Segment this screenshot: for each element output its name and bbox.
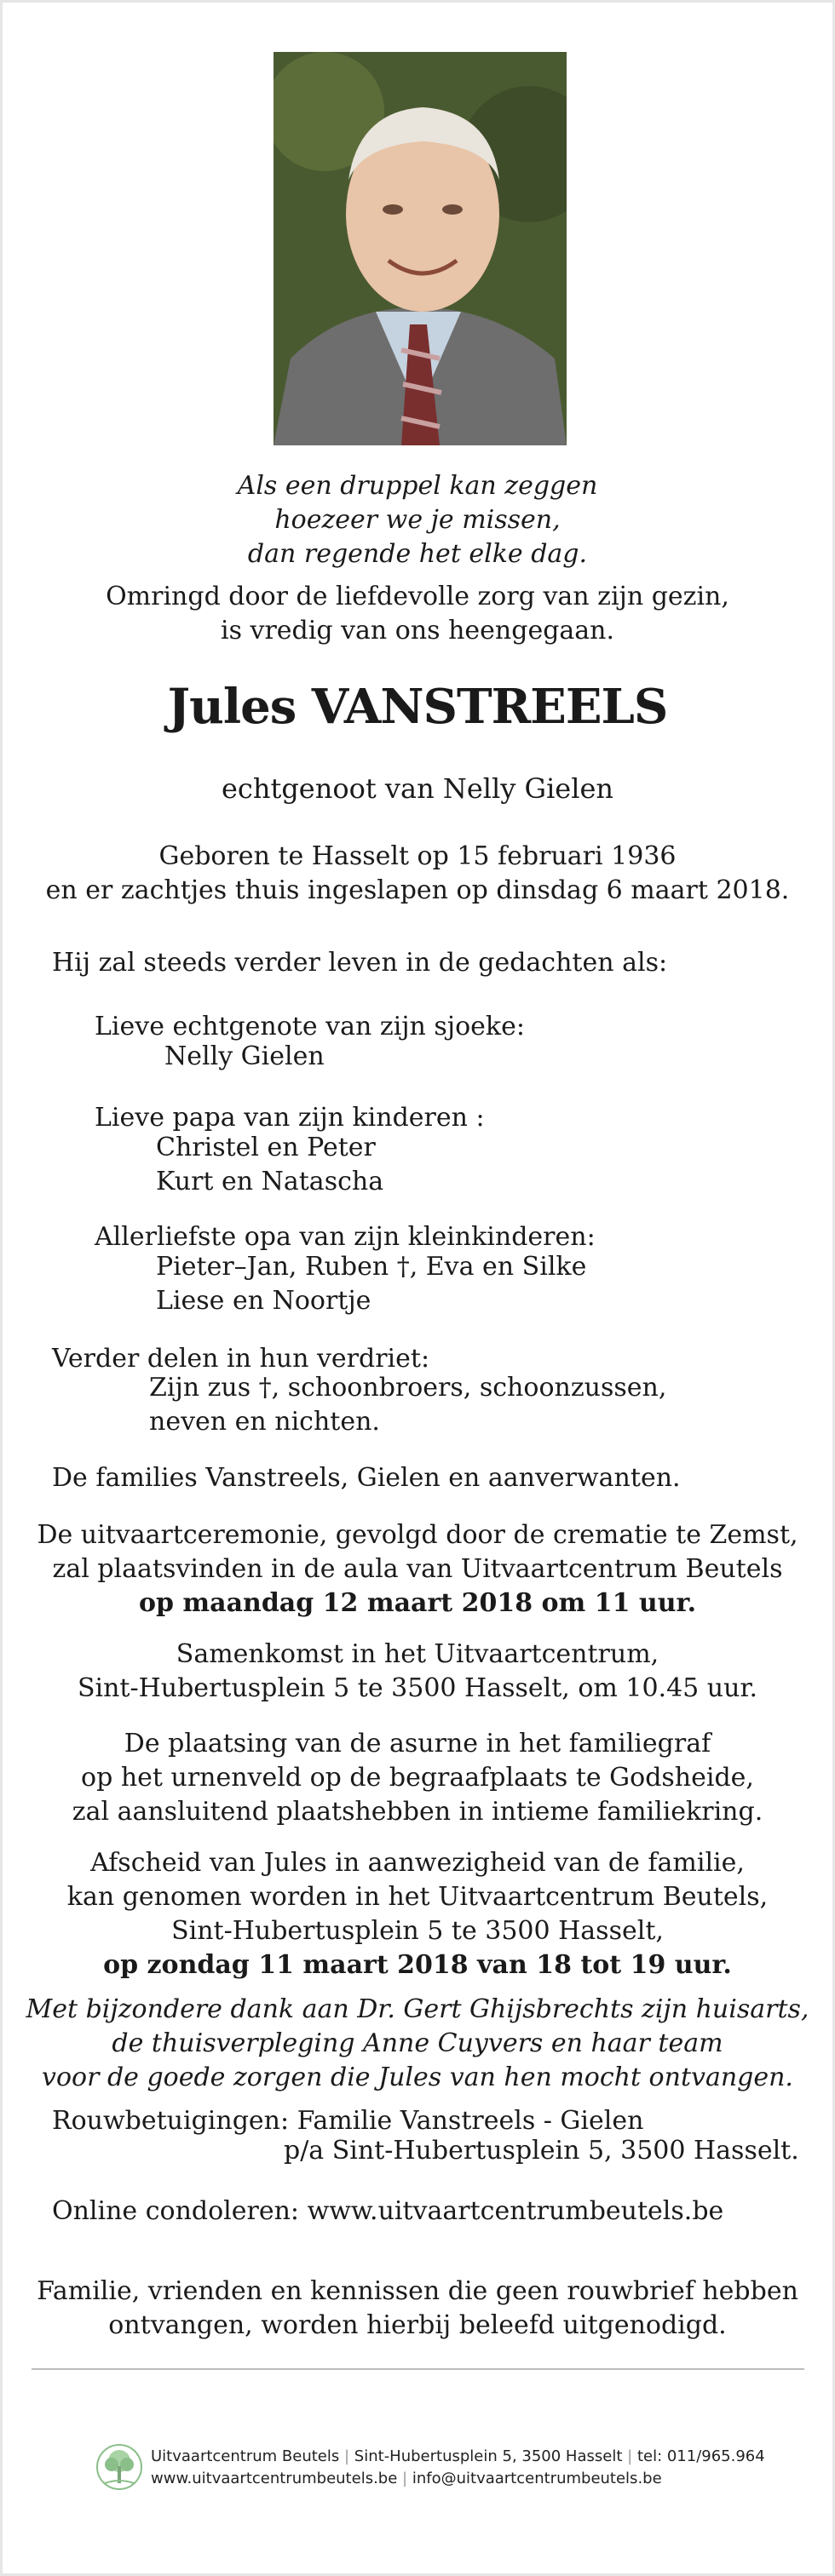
children-label: Lieve papa van zijn kinderen : <box>95 1103 485 1133</box>
farewell-line: Sint-Hubertusplein 5 te 3500 Hasselt, <box>171 1916 664 1946</box>
farewell-line: kan genomen worden in het Uitvaartcentrum Beutels, <box>66 1882 769 1912</box>
gathering <box>3 1638 832 1706</box>
list-item: Kurt en Natascha <box>156 1167 384 1196</box>
separator: | <box>343 2447 350 2465</box>
grandchildren-list <box>156 1250 586 1318</box>
list-item: Zijn zus †, schoonbroers, schoonzussen, <box>149 1373 667 1403</box>
farewell <box>3 1846 832 1982</box>
condolence-address-line2: p/a Sint-Hubertusplein 5, 3500 Hasselt. <box>284 2136 799 2166</box>
children-list <box>156 1131 383 1199</box>
company-phone: tel: 011/965.964 <box>636 2447 765 2465</box>
poem <box>3 469 832 571</box>
tree-logo-icon <box>95 2442 144 2492</box>
ceremony-line: zal plaatsvinden in de aula van Uitvaartcentrum Beutels <box>52 1554 783 1584</box>
intro <box>3 580 832 648</box>
thanks <box>3 1993 832 2095</box>
thanks-line: Met bijzondere dank aan Dr. Gert Ghijsbrechts zijn huisarts, <box>26 1994 809 2024</box>
website-link[interactable]: www.uitvaartcentrumbeutels.be <box>151 2470 398 2487</box>
poem-line: hoezeer we je missen, <box>274 505 561 535</box>
ceremony-date: op maandag 12 maart 2018 om 11 uur. <box>138 1588 697 1618</box>
birth-death <box>3 840 832 908</box>
email-link[interactable]: info@uitvaartcentrumbeutels.be <box>412 2470 662 2487</box>
grandchildren-label: Allerliefste opa van zijn kleinkinderen: <box>95 1222 596 1252</box>
list-item: neven en nichten. <box>149 1407 380 1437</box>
condolence-address-line1: Rouwbetuigingen: Familie Vanstreels - Gielen <box>52 2106 644 2136</box>
separator: | <box>402 2470 408 2487</box>
invitation <box>3 2275 832 2343</box>
thanks-line: de thuisverpleging Anne Cuyvers en haar team <box>112 2028 723 2058</box>
spouse-line: echtgenoot van Nelly Gielen <box>221 772 614 805</box>
poem-line: Als een druppel kan zeggen <box>237 471 598 501</box>
wife-label: Lieve echtgenote van zijn sjoeke: <box>95 1012 525 1041</box>
poem-line: dan regende het elke dag. <box>247 539 588 569</box>
farewell-line: Afscheid van Jules in aanwezigheid van de familie, <box>90 1848 745 1878</box>
families-line: De families Vanstreels, Gielen en aanverwanten. <box>52 1463 681 1493</box>
list-item: Christel en Peter <box>156 1133 376 1162</box>
birth-line: Geboren te Hasselt op 15 februari 1936 <box>158 841 677 871</box>
portrait-photo <box>274 52 567 445</box>
deceased-name: Jules VANSTREELS <box>167 679 668 735</box>
sorrow-list <box>149 1371 666 1439</box>
company-name: Uitvaartcentrum Beutels <box>151 2447 340 2465</box>
urn-line: op het urnenveld op de begraafplaats te Godsheide, <box>81 1763 754 1793</box>
intro-line: Omringd door de liefdevolle zorg van zijn gezin, <box>106 582 729 611</box>
list-item: Pieter–Jan, Ruben †, Eva en Silke <box>156 1252 587 1282</box>
memory-intro: Hij zal steeds verder leven in de gedachten als: <box>52 948 668 978</box>
invite-line: ontvangen, worden hierbij beleefd uitgenodigd. <box>108 2310 727 2340</box>
footer-text <box>151 2446 765 2490</box>
ceremony-line: De uitvaartceremonie, gevolgd door de crematie te Zemst, <box>37 1520 798 1550</box>
company-address: Sint-Hubertusplein 5, 3500 Hasselt <box>354 2447 623 2465</box>
thanks-line: voor de goede zorgen die Jules van hen mocht ontvangen. <box>42 2063 793 2092</box>
footer <box>95 2441 768 2500</box>
gathering-line: Sint-Hubertusplein 5 te 3500 Hasselt, om 10.45 uur. <box>77 1673 758 1703</box>
urn-line: De plaatsing van de asurne in het familiegraf <box>124 1729 711 1758</box>
intro-line: is vredig van ons heengegaan. <box>220 616 615 645</box>
urn-placement <box>3 1727 832 1829</box>
death-line: en er zachtjes thuis ingeslapen op dinsdag 6 maart 2018. <box>45 875 790 905</box>
ceremony <box>3 1518 832 1621</box>
list-item: Liese en Noortje <box>156 1286 371 1316</box>
urn-line: zal aansluitend plaatshebben in intieme familiekring. <box>72 1797 763 1827</box>
gathering-line: Samenkomst in het Uitvaartcentrum, <box>176 1639 659 1669</box>
divider <box>32 2368 804 2370</box>
online-condolence: Online condoleren: www.uitvaartcentrumbeutels.be <box>52 2196 724 2226</box>
separator: | <box>627 2447 633 2465</box>
wife-name: Nelly Gielen <box>164 1041 325 1071</box>
farewell-date: op zondag 11 maart 2018 van 18 tot 19 uur. <box>103 1950 732 1980</box>
sorrow-label: Verder delen in hun verdriet: <box>52 1344 430 1374</box>
invite-line: Familie, vrienden en kennissen die geen rouwbrief hebben <box>37 2276 798 2306</box>
